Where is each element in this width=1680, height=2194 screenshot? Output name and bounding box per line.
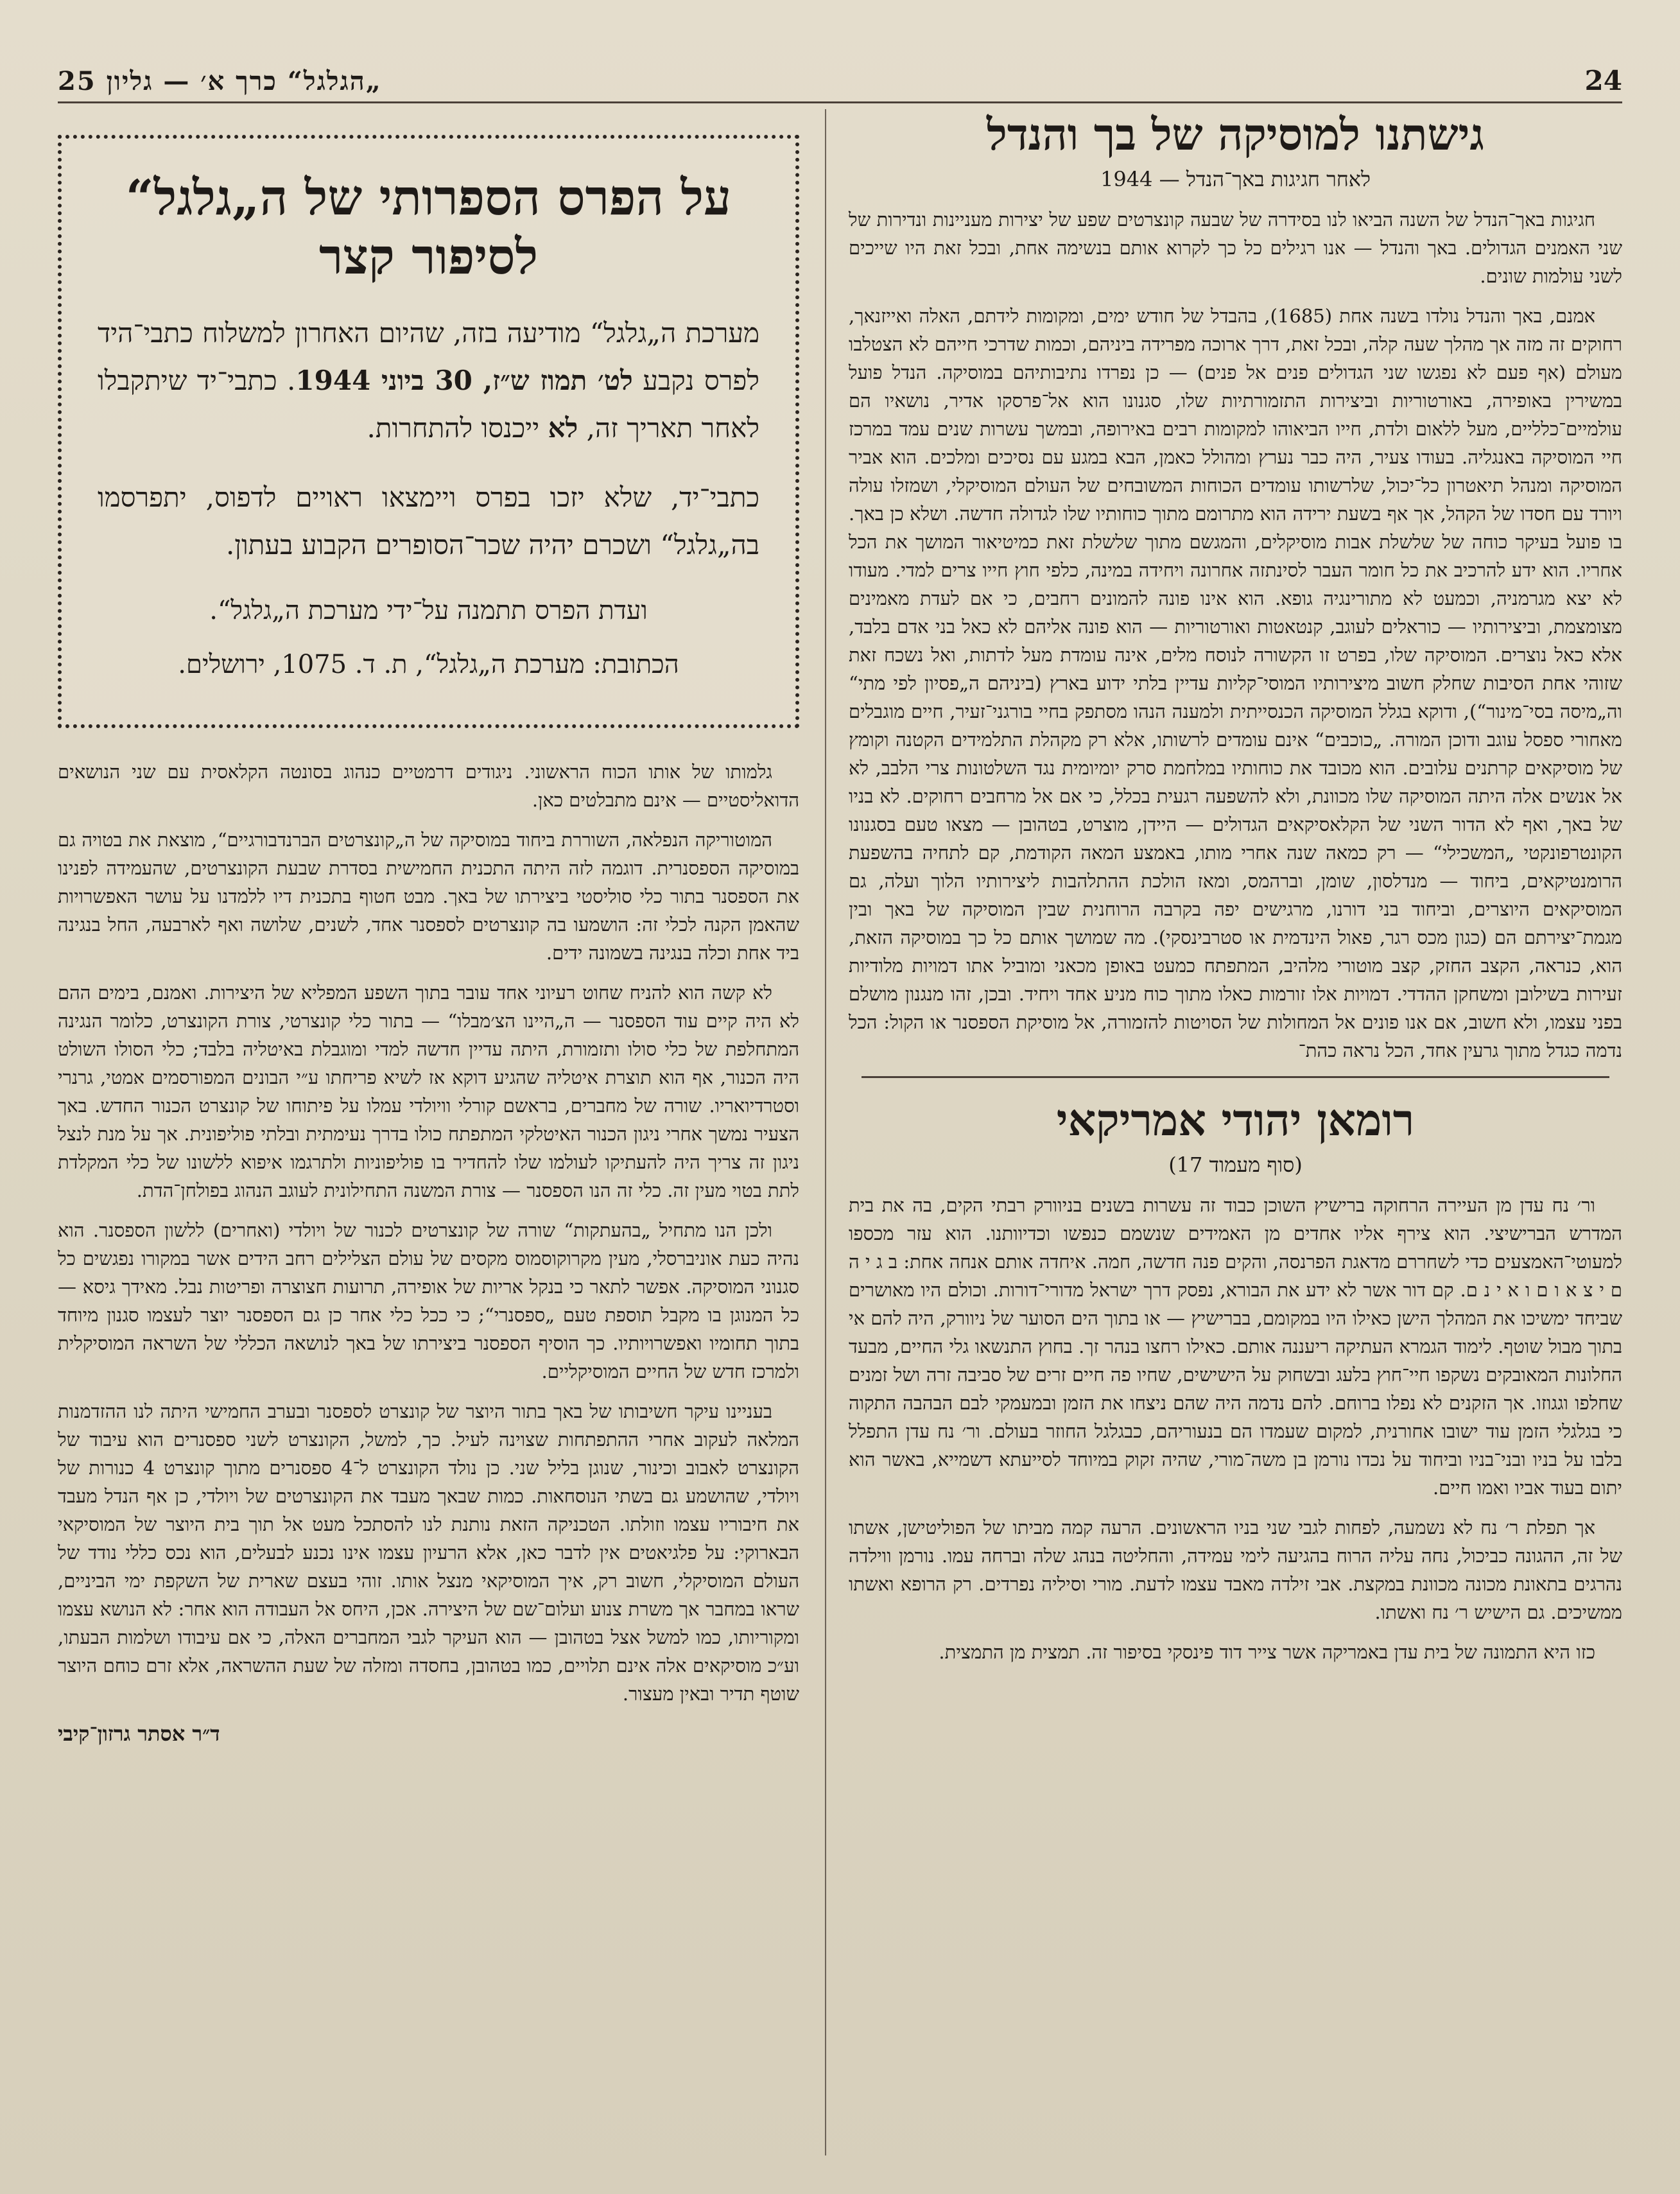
- prize-body: [98, 309, 759, 452]
- prize-text: מערכת ה„גלגל“ מודיעה בזה, שהיום האחרון למשלוח כתבי־היד לפרס נקבע: [98, 317, 759, 396]
- prize-title-line: על הפרס הספרותי של ה„גלגל“: [125, 169, 732, 226]
- running-title: „הגלגל“ כרך א׳ — גליון 25: [58, 66, 382, 96]
- article-paragraph: לא קשה הוא להניח שחוט רעיוני אחד עובר בתוך השפע המפליא של היצירות. ואמנם, בימים ההם לא היה קיים עוד הספסנר — ה„היינו הצ׳מבלו“ — בתור כלי קונצרטי, צורת הקונצרט, כלומר הנגינה המתחלפת של כלי סולו ותזמורת, היתה עדיין חדשה למדי ומוגבלת באיטליה בלבד; כלי הסולו השולט היה הכנור, אף הוא תוצרת איטליה שהגיע דוקא אז לשיא פריחתו ע״י הבונים המפורסמים אמטי, גרנרי וסטרדיואריו. שורה של מחברים, בראשם קורלי וויולדי עמלו על פיתוחו של קונצרט הכנור החדש. באך הצעיר נמשך אחרי ניגון הכנור האיטלקי המתפתח כולו בדרך נעימתית ובלתי פוליפונית. אך על מנת לנצל ניגון זה צריך היה להעתיקו לעולמו שלו להחדיר בו פוליפוניות ולתרגמו איפוא ללשונו של כלי המקלדת לתת בטוי מעין זה. כלי זה הנו הספסנר — צורת המשנה התחילונית לעוגב הנהוג בפולחן־הדת.: [58, 982, 799, 1201]
- prize-emphasis: לא: [548, 412, 578, 444]
- prize-title: [98, 168, 759, 286]
- article-continuation: [58, 758, 799, 1748]
- article-paragraph: בעניינו עיקר חשיבותו של באך בתור היוצר של קונצרט לספסנר ובערב החמישי היתה לנו ההזדמנות המלאה לעקוב אחרי ההתפתחות שצוינה לעיל. כך, למשל, הקונצרט לשני ספסנרים הוא עיבוד של הקונצרט לאבוב וכינור, שנוגן בליל שני. כן נולד הקונצרט ל־4 ספסנרים מתוך קונצרט 4 כנורות של ויולדי, שהושמע גם בשתי הנוסחאות. כמות שבאך מעבד את הקונצרטים של ויולדי, כן אף הנדל מעבד את חיבוריו עצמו וזולתו. הטכניקה הזאת נותנת לנו להסתכל מעט אל תוך בית היוצר של המוסיקאי הבארוקי: על פלגיאטים אין לדבר כאן, אלא הרעיון עצמו אינו נכנע לבעלים, הוא נכס כללי נודד של העולם המוסיקלי, חשוב רק, איך המוסיקאי מנצל אותו. זוהי בעצם שארית של השקפת ימי הביניים, שראו במחבר אך משרת צנוע ועלום־שם של היצירה. אכן, היחס אל העבודה הוא אחר: לא הנושא עצמו ומקוריותו, כמו למשל אצל בטהובן — הוא העיקר לגבי המחברים האלה, כי אם עיבודו ושלמות הבעתו, וע״כ מוסיקאים אלה אינם תלויים, כמו בטהובן, בחסדה ומזלה של שעת ההשראה, אלא זרם כוחם היוצר שוטף תדיר ובאין מעצור.: [58, 1400, 799, 1705]
- article-paragraph: אך תפלת ר׳ נח לא נשמעה, לפחות לגבי שני בניו הראשונים. הרעה קמה מביתו של הפוליטישן, אשתו של זה, ההגונה כביכול, נחה עליה הרוח בהגיעה לימי עמידה, והחליטה בנהג שלה וברחה עמו. נורמן ווילדה נהרגים בתאונת מכונה מכוונת במקצת. אבי זילדה מאבד עצמו לדעת. מורי וסיליה נפרדים. רק הרופא ואשתו ממשיכים. גם הישיש ר׳ נח ואשתו.: [849, 1517, 1622, 1623]
- prize-address: הכתובת: מערכת ה„גלגל“, ת. ד. 1075, ירושלים.: [178, 650, 679, 679]
- article-title: גישתנו למוסיקה של בך והנדל: [987, 109, 1484, 161]
- article-bach-handel: [849, 109, 1622, 1065]
- column-divider: [825, 109, 826, 2155]
- article-subtitle: לאחר חגיגות באך־הנדל — 1944: [1100, 167, 1371, 191]
- article-separator: [862, 1076, 1609, 1078]
- prize-committee: ועדת הפרס תתמנה על־ידי מערכת ה„גלגל“.: [209, 596, 648, 625]
- article-paragraph: גלמותו של אותו הכוח הראשוני. ניגודים דרמטיים כנהוג בסונטה הקלאסית עם שני הנושאים הדואליסטיים — אינם מתבלטים כאן.: [58, 761, 799, 811]
- article-american-novel: [849, 1095, 1622, 1666]
- prize-body: כתבי־יד, שלא יזכו בפרס ויימצאו ראויים לדפוס, יתפרסמו בה„גלגל“ ושכרם יהיה שכר־הסופרים הקבוע בעתון.: [98, 482, 759, 561]
- article-paragraph: ור׳ נח עדן מן העיירה הרחוקה ברישיץ השוכן כבוד זה עשרות בשנים בניוורק רבתי הקים, בה את בית המדרש הברישיצי. הוא צירף אליו אחדים מן האמידים שנשמם כנפשו וכדיוותנו. הוא עזר מכספו למעוטי־האמצעים כדי לשחררם מדאגת הפרנסה, והקים פנה חדשה, חמה. איחדה אותם אנחה אחת: ב ג י ה ם י צ א ו ם ו א י נ ם. קם דור אשר לא ידע את הבורא, נפסק דרך ישראל מדורי־דורות. וכולם היו מאושרים שביחד ימשיכו את המהלך הישן כאילו היו במקומם, בברישיץ — או בתוך הים הסוער של ניוורק, היה להם אי בתוך מבול שוטף. לימוד הגמרא העתיקה ריעננה אותם. כאילו רחצו בנהר זך. בחוץ התנשאו גלי החיים, מבעד החלונות המאובקים נשקפו חיי־חוץ בלעג ובשחוק על הישישים, שחיו פה חיים זרים של סביבה זרה ושל זמנים שחלפו וגגוזו. אך הזקנים לא נפלו ברוחם. להם נדמה היה שהם ניצחו את הזמן ובמעמקי לבם הבהבה התקוה כי בגלגלי הזמן עוד ישובו אחורנית, למקום שעמדו הם בנעוריהם, כבגלגל החוזר בעולם. ור׳ נח עדן התפלל בלבו על בניו ובני־בניו וביחוד על נכדו נורמן בן משה־מורי, שהיה זקוק במיוחד לסייעתא דשמייא, באשר הוא יתום בעוד אביו ואמו חיים.: [849, 1194, 1622, 1499]
- prize-title-line: לסיפור קצר: [318, 228, 539, 285]
- left-column: [58, 109, 799, 2155]
- article-paragraph: ולכן הנו מתחיל „בהעתקות“ שורה של קונצרטים לכנור של ויולדי (ואחרים) ללשון הספסנר. הוא נהיה כעת אוניברסלי, מעין מקרוקוסמוס מקסים של עולם הצלילים רחב הידים אשר במקורו נפגשים כל סגנוני המוסיקה. אפשר לתאר כי בנקל אריות של אופירה, תרועות חצוצרה ופריטות נבל. מאידך גיסא — כל המנוגן בו מקבל תוספת טעם „ספסנרי“; כי ככל כלי אחר כן גם הספסנר יוצר לעצמו סגנון מיוחד בתוך תחומיו ואפשרויותיו. כך הוסיף הספסנר ביצירתו של באך לנושאה הכללי של השראה המוסיקלית ולמרכז חדש של החיים המוסיקליים.: [58, 1219, 799, 1382]
- prize-announcement-box: [58, 135, 799, 728]
- article-title: רומאן יהודי אמריקאי: [1056, 1095, 1415, 1146]
- article-paragraph: כזו היא התמונה של בית עדן באמריקה אשר צייר דוד פינסקי בסיפור זה. תמצית מן התמצית.: [939, 1641, 1595, 1663]
- article-paragraph: המוטוריקה הנפלאה, השוררת ביחוד במוסיקה של ה„קונצרטים הברנדבורגיים“, מוצאת את בטויה גם במוסיקה הספסנרית. דוגמה לזה היתה התכנית החמישית בסדרת שבעת הקונצרטים, שהעמידה לפנינו את הספסנר בתור כלי סוליסטי ביצירתו של באך. מבט חטוף בתכנית דיו ללמדנו על עושר האפשרויות שהאמן הקנה לכלי זה: הושמעו בה קונצרטים לספסנר אחד, לשנים, שלושה ואף לארבעה, החל בנגינה ביד אחת וכלה בנגינה בשמונה ידים.: [58, 829, 799, 964]
- prize-text: . כתבי־יד שיתקבלו לאחר תאריך זה,: [98, 365, 759, 444]
- prize-text: ייכנסו להתחרות.: [367, 412, 548, 444]
- page-number: 24: [1584, 65, 1622, 96]
- right-column: [849, 109, 1622, 2155]
- article-subtitle: (סוף מעמוד 17): [1168, 1153, 1303, 1177]
- running-header: [58, 45, 1622, 103]
- article-paragraph: אמנם, באך והנדל נולדו בשנה אחת (1685), בהבדל של חודש ימים, ומקומות לידתם, האלה ואייזנאך, רחוקים זה מזה אך מהלך שעה קלה, ובכל זאת, דרך ארוכה מפרידה ביניהם, וכמות שדרכי חייהם לא הצטלבו מעולם (אף פעם לא נפגשו שני הגדולים פנים אל פנים) — כן נפרדו נתיבותיהם במוסיקה. הנדל פועל במשירין באופירה, באורטוריות וביצירות התזמורתיות שלו, סגנונו הוא אל־פרסקו אדיר, נושאיו הם עולמיים־כלליים, מעל ללאום ולדת, חייו הביאוהו למקומות רבים באירופה, ובמשך עשרות שנים עמד במרכז חיי המוסיקה באנגליה. בעודו צעיר, היה כבר נערץ ומהולל כאמן, הבא במגע עם נסיכים ומלכים. הוא אביר המוסיקה ומנהל תיאטרון כל־יכול, שלרשותו עומדים הכוחות המשובחים של העולם המוסיקלי, ושמזלו עולה ויורד עם חסדו של הקהל, אך אף בשעת ירידה הוא מתרומם מתוך כוחותיו שלו לגדולה חדשה. ושלא כן באך. בו פועל בעיקר כוחה של שלשלת אבות מוסיקלים, והמגשם מתוך שלשלת זאת כמיטיאור המושך את הכל אחריו. הוא ידע להרכיב את כל חומר העבר לסינתזה אחרונה ויחידה במינה, כלפי חוץ חייו צרים למדי. מעודו לא יצא מגרמניה, וכמעט לא מתורינגיה גופא. הוא אינו פונה להמונים רחבים, כי אם לעדת מאמינים מצומצמת, וביצירותיו — כוראלים לעוגב, קנטאטות ואורטוריות — הוא פונה אליהם לא כאל בני אדם בלבד, אלא כאל נוצרים. המוסיקה שלו, בפרט זו הקשורה לנוסח מלים, אינה עומדת מעל לדתות, ואל נשכח זאת שזוהי אחת הסיבות שחלק חשוב מיצירותיו המוסי־קליות עדיין בלתי ידוע בארץ (ביניהם ה„פסיון לפי מתי“ וה„מיסה בסי־מינור“), ודוקא בגלל המוסיקה הכנסייתית ולמענה הנהו מסתפק בחיי בורגני־זעיר, חיים מוגבלים מאחורי ספסל עוגב ודוכן המורה. „כוכבים“ אינם עומדים לרשותו, אלא רק מקהלת התלמידים הקטנה וקומץ של מוסיקאים קרתנים עלובים. הוא מכובד את כוחותיו במלחמת סרק יומיומית נגד השלטונות צרי הלבב, לא אל אנשים אלה היתה המוסיקה שלו מכוונת, ולא להשפעה רגעית בכלל, כי אם אל מרחבים רחוקים. לא בניו של באך, ואף לא הדור השני של הקלאסיקאים הגדולים — היידן, מוצרט, בטהובן — מצאו טעם בסגנונו הקונטרפונקטי „המשכילי“ — רק כמאה שנה אחרי מותו, באמצע המאה הקודמת, קם לתחיה בהשפעת הרומנטיקאים, ביחוד — מנדלסון, שומן, וברהמס, ומאז הולכת ההתלהבות ליצירותיו הלוך ועלה, גם המוסיקאים היוצרים, וביחוד בני דורנו, מרגישים יפה בקרבה הרוחנית שבין המוסיקה של באך ובין מגמת־יצירתם הם (כגון מכס רגר, פאול הינדמית או סטרבינסקי). מה שמושך אותם כל כך במוסיקה הזאת, הוא, כנראה, הקצב החזק, קצב מוטורי מלהיב, המתפתח כמעט באופן מכאני ומוביל אתו דמויות מלודיות זעירות בשילובן ומשחקן ההדדי. דמויות אלו זורמות כאלו מתוך כוח מניע אחד ויחיד. ובכן, זהו מנגנון מושלם בפני עצמו, ולא חשוב, אם אנו פונים אל המחולות של הסויטות להזמורה, אל מוסיקת הספסנר או הקול: הכל נדמה כגדל מתוך גרעין אחד, הכל נראה כהת־: [849, 305, 1622, 1061]
- author-signature: ד״ר אסתר גרזון־קיבי: [58, 1721, 220, 1746]
- prize-deadline: לט׳ תמוז ש״ז, 30 ביוני 1944: [295, 365, 633, 396]
- article-paragraph: חגיגות באך־הנדל של השנה הביאו לנו בסידרה של שבעה קונצרטים שפע של יצירות מעניינות ונדירות של שני האמנים הגדולים. באך והנדל — אנו רגילים כל כך לקרוא אותם בנשימה אחת, ובכל זאת היו שייכים לשני עולמות שונים.: [849, 209, 1622, 287]
